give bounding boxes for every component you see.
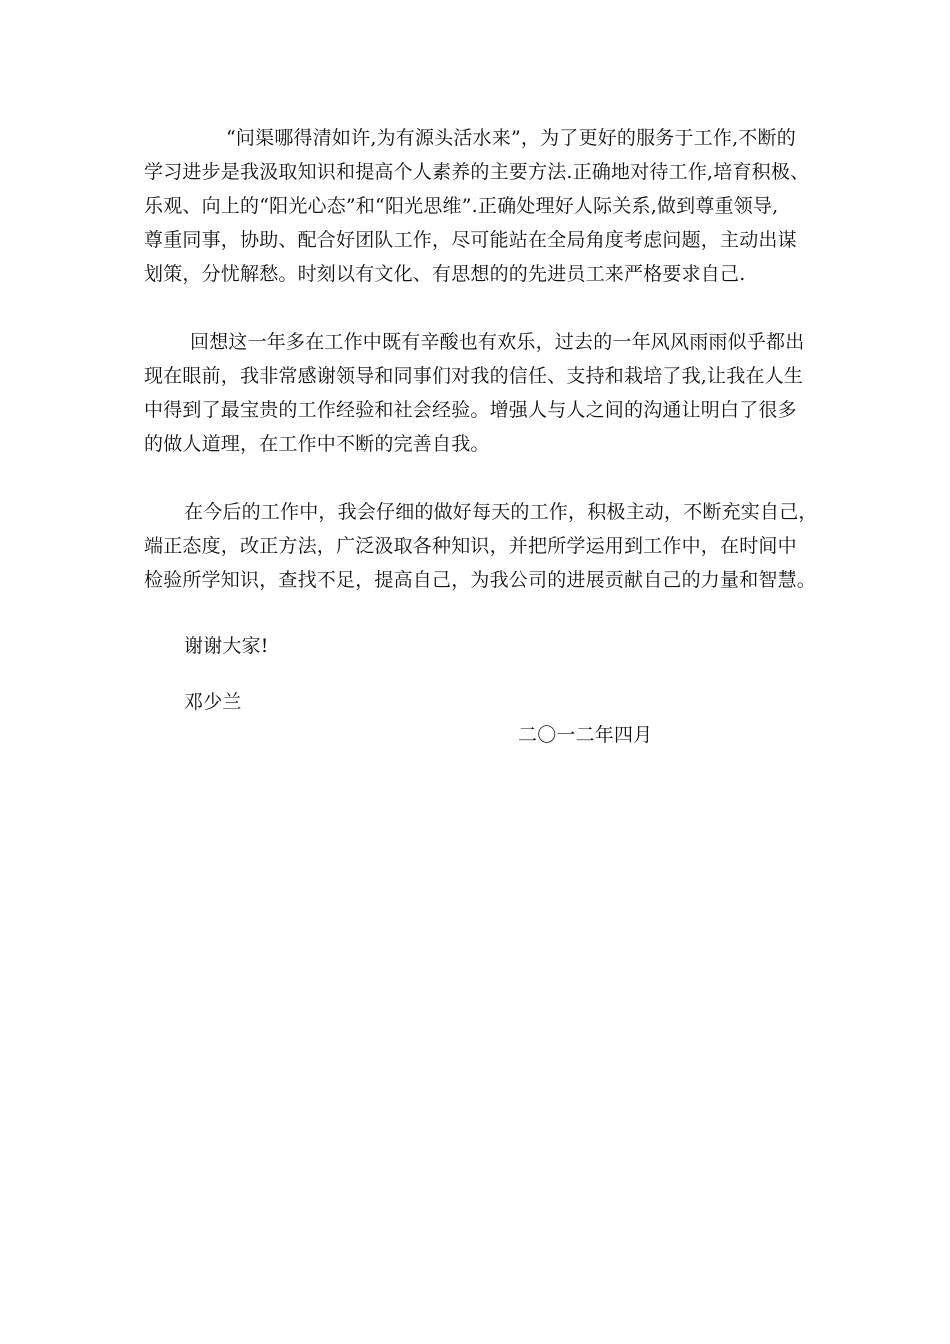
paragraph-2-line-2: 现在眼前，我非常感谢领导和同事们对我的信任、支持和栽培了我,让我在人生 (144, 365, 804, 387)
paragraph-1-line-5: 划策，分忧解愁。时刻以有文化、有思想的的先进员工来严格要求自己. (144, 263, 746, 285)
paragraph-3-line-1: 在今后的工作中，我会仔细的做好每天的工作，积极主动，不断充实自己， (184, 501, 818, 523)
paragraph-2-line-4: 的做人道理，在工作中不断的完善自我。 (144, 433, 490, 455)
paragraph-2-line-3: 中得到了最宝贵的工作经验和社会经验。增强人与人之间的沟通让明白了很多 (144, 399, 797, 421)
paragraph-1-line-1: “问渠哪得清如许,为有源头活水来”，为了更好的服务于工作,不断的 (226, 127, 796, 149)
paragraph-3-line-2: 端正态度，改正方法，广泛汲取各种知识，并把所学运用到工作中，在时间中 (144, 535, 797, 557)
date-line: 二〇一二年四月 (518, 724, 653, 746)
paragraph-2-line-1: 回想这一年多在工作中既有辛酸也有欢乐，过去的一年风风雨雨似乎都出 (190, 331, 805, 353)
signature: 邓少兰 (184, 691, 242, 713)
paragraph-1-line-3: 乐观、向上的“阳光心态”和“阳光思维”.正确处理好人际关系,做到尊重领导, (144, 195, 779, 217)
paragraph-1-line-2: 学习进步是我汲取知识和提高个人素养的主要方法.正确地对待工作,培育积极、 (144, 161, 810, 183)
paragraph-1-line-4: 尊重同事，协助、配合好团队工作，尽可能站在全局角度考虑问题，主动出谋 (144, 229, 797, 251)
thanks-line: 谢谢大家! (184, 635, 269, 657)
paragraph-3-line-3: 检验所学知识，查找不足，提高自己，为我公司的进展贡献自己的力量和智慧。 (144, 569, 817, 591)
